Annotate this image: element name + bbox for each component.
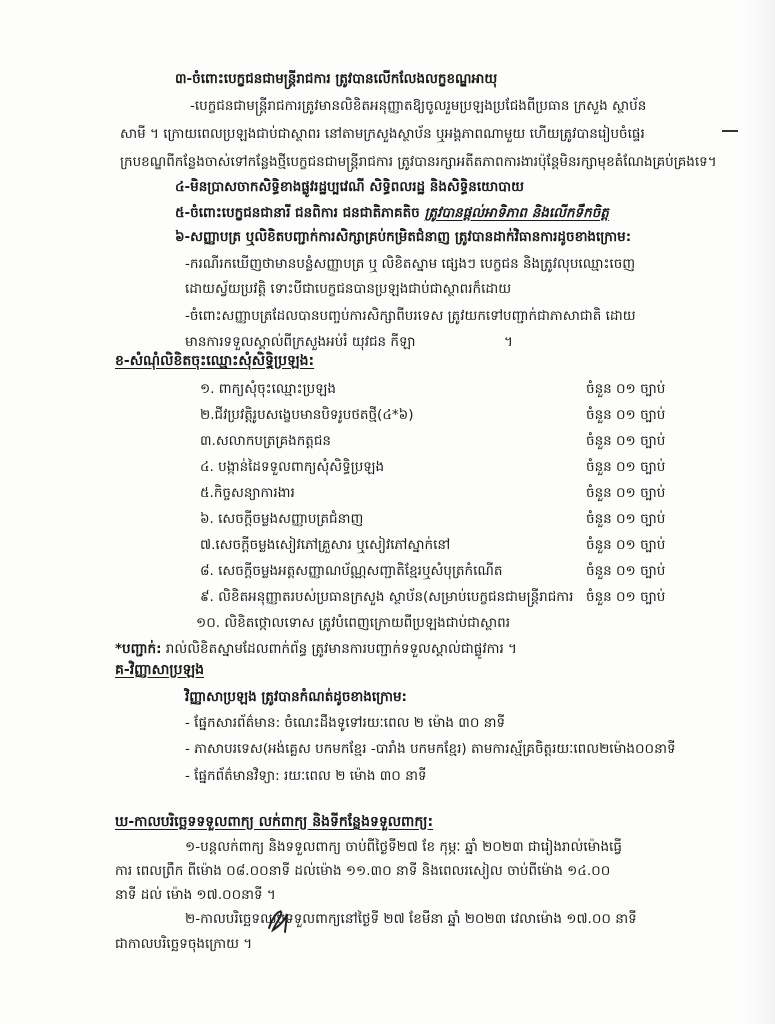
section-d-p2-line1: ២-កាលបរិច្ឆេទឈប់ទទួលពាក្យនៅថ្ងៃទី ២៧ ខែមីនា ឆ្នាំ ២០២៣ វេលាម៉ោង ១៧.០០ នាទី [185,911,637,927]
item6-line3: -ចំពោះសញ្ញាបត្រដែលបានបញ្ចប់ការសិក្សាពីបរទេស ត្រូវយកទៅបញ្ជាក់ជាភាសាជាតិ ដោយ [185,308,636,324]
scan-edge [745,0,775,1024]
item6-title: ៦-សញ្ញាបត្រ ឬលិខិតបញ្ជាក់ការសិក្សាគ្រប់កម្រិតជំនាញ ត្រូវបានដាក់វិធានការដូចខាងក្រោម: [175,229,632,245]
list-item-qty: ចំនួន ០១ ច្បាប់ [586,589,666,605]
list-item: ៩. លិខិតអនុញ្ញាតរបស់ប្រធានក្រសួង ស្ថាប័ន(សម្រាប់បេក្ខជនជាមន្ត្រីរាជការ [200,589,574,605]
list-item-qty: ចំនួន ០១ ច្បាប់ [586,563,666,579]
list-item: ៥.កិច្ចសន្យាការងារ [200,485,295,501]
note-text: រាល់លិខិតស្នាមដែលពាក់ព័ន្ធ ត្រូវមានការបញ្ជាក់ទទួលស្គាល់ជាផ្លូវការ ។ [161,641,517,657]
list-item-qty: ចំនួន ០១ ច្បាប់ [586,459,666,475]
exam-subject: - ផ្នែកសារព័ត៌មាន: ចំណេះដឹងទូទៅរយៈពេល ២ ម៉ោង ៣០ នាទី [185,715,506,731]
list-item: ២.ជីវប្រវត្តិរូបសង្ខេបមានបិទរូបថតថ្មី(៤*៦) [200,407,414,423]
item3-line3: ក្របខណ្ឌពីកន្លែងចាស់ទៅកន្លែងថ្មីបេក្ខជនជាមន្ត្រីរាជការ ត្រូវបានរក្សាអតីតភាពការងារប៉ុន្តែមិនរក្សាមុខតំណែងគ្រប់គ្រងទេ។ [120,154,717,170]
item6-line4-text: មានការទទួលស្គាល់ពីក្រសួងអប់រំ យុវជន កីឡា [185,334,416,350]
list-item-qty: ចំនួន ០១ ច្បាប់ [586,381,666,397]
list-item: ១. ពាក្យសុំចុះឈ្មោះប្រឡង [200,381,336,397]
item3-line1: -បេក្ខជនជាមន្ត្រីរាជការត្រូវមានលិខិតអនុញ្ញាតឱ្យចូលរួមប្រឡងប្រជែងពីប្រធាន ក្រសួង ស្ថាប័ន [190,98,647,114]
section-d-p1-line2: ការ ពេលព្រឹក ពីម៉ោង ០៨.០០នាទី ដល់ម៉ោង ១១.៣០ នាទី និងពេលរសៀល ចាប់ពីម៉ោង ១៤.០០ [115,863,611,879]
item3-title: ៣-ចំពោះបេក្ខជនជាមន្ត្រីរាជការ ត្រូវបានលើកលែងលក្ខខណ្ឌអាយុ [175,71,498,87]
note [115,640,517,658]
list-item-qty: ចំនួន ០១ ច្បាប់ [586,485,666,501]
section-c-heading: គ-វិញ្ញាសាប្រឡង [115,662,205,678]
item5 [175,204,609,222]
list-item-qty: ចំនួន ០១ ច្បាប់ [586,537,666,553]
list-item: ៤. បង្កាន់ដៃទទួលពាក្យសុំសិទ្ធិប្រឡង [200,459,385,475]
exam-subject: - ភាសាបរទេស(អង់គ្លេស បកមកខ្មែរ -បារាំង បកមកខ្មែរ) តាមការស្ម័គ្រចិត្តរយៈពេល២ម៉ោង០០នាទី [185,741,676,757]
item5-emphasis: ត្រូវបានផ្តល់អាទិភាព និងលើកទឹកចិត្ត [424,205,609,221]
signature-mark-icon [265,906,291,934]
section-d-p2-line2: ជាកាលបរិច្ឆេទចុងក្រោយ ។ [115,936,253,952]
item6-line4 [185,333,415,351]
section-c-intro: វិញ្ញាសាប្រឡង ត្រូវបានកំណត់ដូចខាងក្រោម: [185,689,407,705]
list-item-qty: ចំនួន ០១ ច្បាប់ [586,433,666,449]
exam-subject: - ផ្នែកព័ត៌មានវិទ្យា: រយៈពេល ២ ម៉ោង ៣០ នាទី [185,768,427,784]
list-item-qty: ចំនួន ០១ ច្បាប់ [586,511,666,527]
item6-line4-end: ។ [504,334,513,350]
list-item: ៨. សេចក្តីចម្លងអត្តសញ្ញាណប័ណ្ណសញ្ជាតិខ្មែរឬសំបុត្រកំណើត [200,563,503,579]
item4: ៤-មិនប្រាសចាកសិទ្ធិខាងផ្លូវរដ្ឋប្បវេណី សិទ្ធិពលរដ្ឋ និងសិទ្ធិនយោបាយ [175,179,525,195]
list-item: ៦. សេចក្តីចម្លងសញ្ញាបត្រជំនាញ [200,511,364,527]
note-label: *បញ្ជាក់: [115,641,162,657]
list-item: ១០. លិខិតថ្កោលទោស ត្រូវបំពេញក្រោយពីប្រឡងជាប់ជាស្ថាពរ [196,615,510,631]
list-item: ៧.សេចក្តីចម្លងសៀវភៅគ្រួសារ ឬសៀវភៅស្នាក់នៅ [200,537,451,553]
section-d-heading: ឃ-កាលបរិច្ឆេទទទួលពាក្យ លក់ពាក្យ និងទីកន្លែងទទួលពាក្យ: [115,814,434,830]
section-d-p1-line3: នាទី ដល់ ម៉ោង ១៧.០០នាទី ។ [115,887,276,903]
list-item-qty: ចំនួន ០១ ច្បាប់ [586,407,666,423]
list-item: ៣.សលាកបត្រគ្រងកត្តជន [200,433,331,449]
item3-line2: សាមី ។ ក្រោយពេលប្រឡងជាប់ជាស្ថាពរ នៅតាមក្រសួងស្ថាប័ន ឬអង្គភាពណាមួយ ហើយត្រូវបានរៀបចំផ្ទេរ [120,126,645,142]
item6-line1: -ករណីរកឃើញថាមានបន្លំសញ្ញាបត្រ ឬ លិខិតស្នាម ផ្សេងៗ បេក្ខជន និងត្រូវលុបឈ្មោះចេញ [185,256,636,272]
section-d-p1-line1: ១-បន្តលក់ពាក្យ និងទទួលពាក្យ ចាប់ពីថ្ងៃទី២៧ ខែ កុម្ភៈ ឆ្នាំ ២០២៣ ជារៀងរាល់ម៉ោងធ្វើ [185,839,622,855]
item6-line2: ដោយស្វ័យប្រវត្តិ ទោះបីជាបេក្ខជនបានប្រឡងជាប់ជាស្ថាពរក៏ដោយ [185,281,512,297]
scan-mark [722,130,738,132]
section-b-heading: ខ-សំណុំលិខិតចុះឈ្មោះសុំសិទ្ធិប្រឡង: [115,353,315,369]
item5-prefix: ៥-ចំពោះបេក្ខជនជានារី ជនពិការ ជនជាតិភាគតិច [175,205,425,221]
